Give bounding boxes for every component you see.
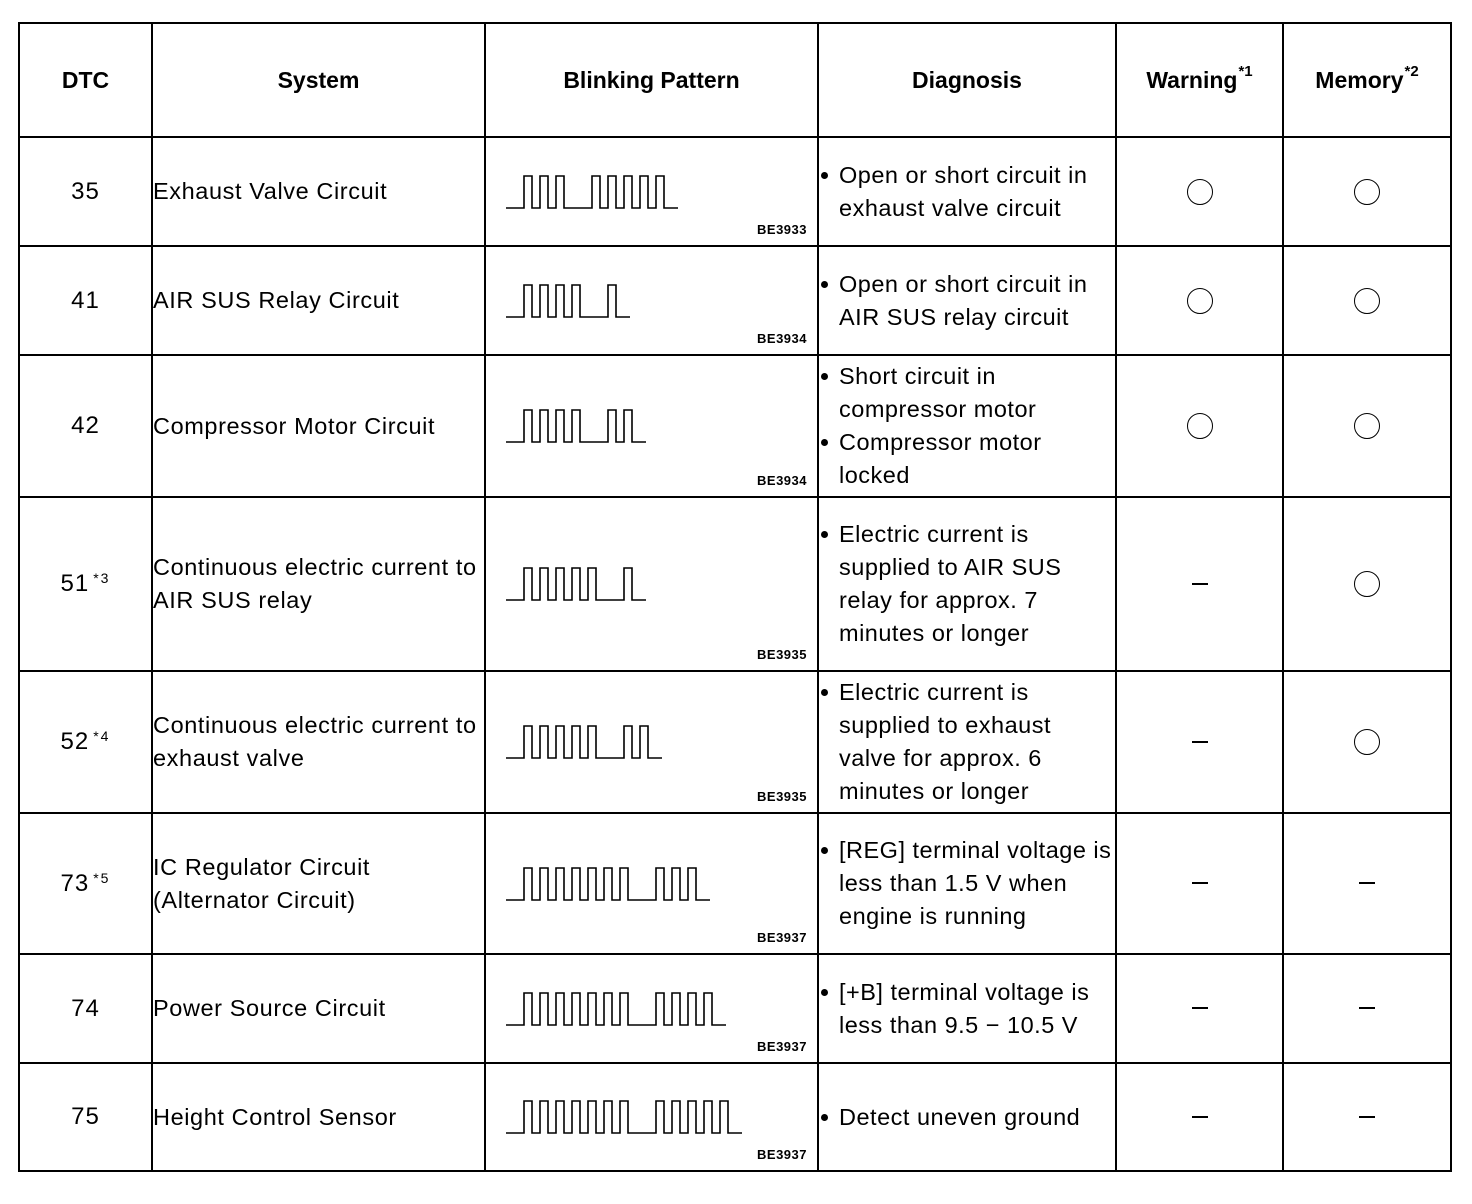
diagnosis-item: Compressor motor locked [819, 426, 1115, 492]
dtc-code [19, 954, 152, 1063]
memory-cell [1283, 497, 1451, 671]
warning-cell [1116, 246, 1283, 355]
figure-code: BE3934 [757, 331, 807, 346]
warning-cell [1116, 671, 1283, 813]
blinking-pattern [485, 954, 818, 1063]
warning-dash-mark [1192, 882, 1208, 884]
diagnosis [818, 355, 1116, 497]
diagnosis [818, 954, 1116, 1063]
table-row [19, 1063, 1451, 1171]
waveform-line [506, 285, 630, 317]
waveform-line [506, 726, 662, 758]
blink-waveform [506, 404, 648, 448]
waveform-line [506, 993, 726, 1025]
system-name: Height Control Sensor [152, 1063, 485, 1171]
memory-cell [1283, 813, 1451, 954]
warning-cell [1116, 1063, 1283, 1171]
waveform-line [506, 176, 678, 208]
figure-code: BE3937 [757, 1039, 807, 1054]
warning-circle-mark [1187, 413, 1213, 439]
diagnosis [818, 497, 1116, 671]
dtc-number: 51 [60, 570, 90, 597]
warning-cell [1116, 137, 1283, 246]
warning-dash-mark [1192, 741, 1208, 743]
memory-circle-mark [1354, 729, 1380, 755]
table-row [19, 137, 1451, 246]
system-name: IC Regulator Circuit (Alternator Circuit) [152, 813, 485, 954]
memory-circle-mark [1354, 179, 1380, 205]
figure-code: BE3935 [757, 789, 807, 804]
memory-cell [1283, 246, 1451, 355]
diagnosis [818, 137, 1116, 246]
waveform-line [506, 568, 646, 600]
dtc-number: 41 [71, 286, 100, 314]
header-memory: Memory$^{*2}$ [1283, 23, 1451, 137]
memory-circle-mark [1354, 288, 1380, 314]
dtc-number: 73 [60, 869, 90, 897]
blinking-pattern [485, 671, 818, 813]
dtc-number: 42 [71, 412, 100, 439]
figure-code: BE3933 [757, 222, 807, 237]
memory-dash-mark [1359, 882, 1375, 884]
warning-cell [1116, 355, 1283, 497]
system-name: Continuous electric current to exhaust valve [152, 671, 485, 813]
dtc-number: 74 [71, 994, 100, 1022]
warning-dash-mark [1192, 1116, 1208, 1118]
table-row [19, 954, 1451, 1063]
figure-code: BE3937 [757, 1147, 807, 1162]
diagnosis-item: Open or short circuit in AIR SUS relay circuit [819, 268, 1115, 334]
table-row [19, 813, 1451, 954]
memory-cell [1283, 1063, 1451, 1171]
blinking-pattern [485, 137, 818, 246]
blinking-pattern [485, 1063, 818, 1171]
diagnosis-item: [REG] terminal voltage is less than 1.5 V when engine is running [819, 834, 1115, 933]
dtc-code [19, 813, 152, 954]
system-name: Continuous electric current to AIR SUS relay [152, 497, 485, 671]
dtc-footnote: *4 [93, 728, 111, 744]
dtc-number: 52 [60, 728, 90, 755]
system-name: Compressor Motor Circuit [152, 355, 485, 497]
dtc-footnote: *3 [93, 570, 111, 586]
blinking-pattern [485, 246, 818, 355]
diagnosis-item: Detect uneven ground [819, 1101, 1115, 1134]
diagnosis-item: Short circuit in compressor motor [819, 360, 1115, 426]
dtc-code [19, 497, 152, 671]
dtc-table [18, 22, 1452, 1172]
diagnosis-item: Open or short circuit in exhaust valve circuit [819, 159, 1115, 225]
warning-cell [1116, 954, 1283, 1063]
blink-waveform [506, 1095, 744, 1139]
dtc-footnote: *5 [93, 869, 111, 886]
blinking-pattern [485, 813, 818, 954]
memory-cell [1283, 137, 1451, 246]
system-name: AIR SUS Relay Circuit [152, 246, 485, 355]
diagnosis [818, 246, 1116, 355]
header-blinking-pattern: Blinking Pattern [485, 23, 818, 137]
system-name: Power Source Circuit [152, 954, 485, 1063]
warning-circle-mark [1187, 179, 1213, 205]
header-system: System [152, 23, 485, 137]
blinking-pattern [485, 497, 818, 671]
figure-code: BE3934 [757, 473, 807, 488]
warning-cell [1116, 497, 1283, 671]
warning-cell [1116, 813, 1283, 954]
header-warning: Warning$^{*1}$ [1116, 23, 1283, 137]
memory-circle-mark [1354, 413, 1380, 439]
waveform-line [506, 1101, 742, 1133]
warning-dash-mark [1192, 583, 1208, 585]
system-name: Exhaust Valve Circuit [152, 137, 485, 246]
table-row [19, 246, 1451, 355]
blink-waveform [506, 862, 712, 906]
header-dtc: DTC [19, 23, 152, 137]
header-row [19, 23, 1451, 137]
waveform-line [506, 868, 710, 900]
memory-footnote: *2 [1404, 62, 1419, 80]
blinking-pattern [485, 355, 818, 497]
memory-circle-mark [1354, 571, 1380, 597]
dtc-code [19, 671, 152, 813]
header-diagnosis: Diagnosis [818, 23, 1116, 137]
dtc-code [19, 246, 152, 355]
warning-dash-mark [1192, 1007, 1208, 1009]
warning-circle-mark [1187, 288, 1213, 314]
diagnosis-item: [+B] terminal voltage is less than 9.5 − 10.5 V [819, 976, 1115, 1042]
blink-waveform [506, 987, 728, 1031]
memory-dash-mark [1359, 1007, 1375, 1009]
blink-waveform [506, 279, 632, 323]
diagnosis [818, 813, 1116, 954]
blink-waveform [506, 562, 648, 606]
dtc-code [19, 137, 152, 246]
table-row [19, 497, 1451, 671]
table-row [19, 671, 1451, 813]
blink-waveform [506, 720, 664, 764]
memory-cell [1283, 954, 1451, 1063]
dtc-number: 75 [71, 1103, 100, 1130]
diagnosis-item: Electric current is supplied to exhaust valve for approx. 6 minutes or longer [819, 676, 1115, 808]
dtc-number: 35 [71, 177, 100, 205]
diagnosis-item: Electric current is supplied to AIR SUS relay for approx. 7 minutes or longer [819, 518, 1115, 650]
dtc-code [19, 355, 152, 497]
waveform-line [506, 410, 646, 442]
table-row [19, 355, 1451, 497]
warning-footnote: *1 [1238, 62, 1253, 80]
memory-cell [1283, 355, 1451, 497]
blink-waveform [506, 170, 680, 214]
dtc-code [19, 1063, 152, 1171]
figure-code: BE3935 [757, 647, 807, 662]
memory-dash-mark [1359, 1116, 1375, 1118]
diagnosis [818, 671, 1116, 813]
memory-cell [1283, 671, 1451, 813]
figure-code: BE3937 [757, 930, 807, 945]
diagnosis [818, 1063, 1116, 1171]
